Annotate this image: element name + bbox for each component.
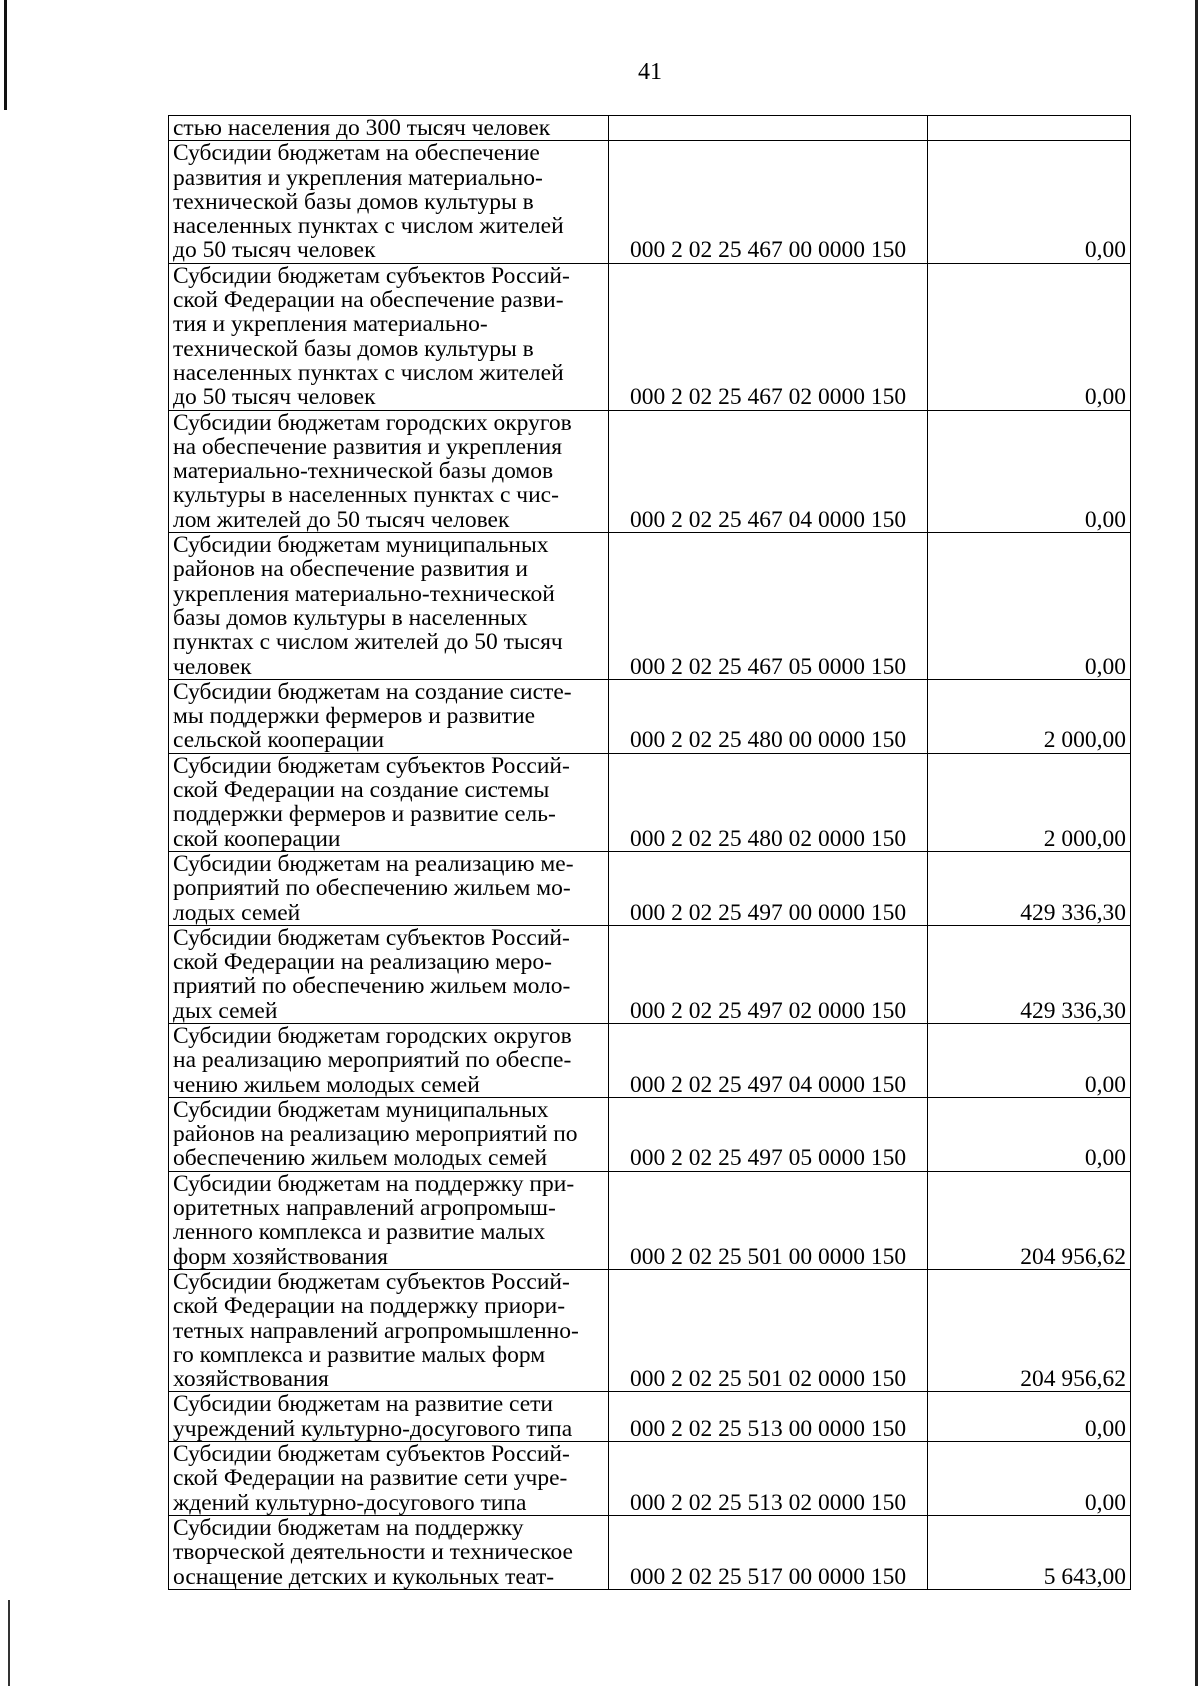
table-row — [169, 753, 1131, 851]
row-code-cell — [609, 141, 928, 263]
row-amount: 429 336,30 — [1020, 997, 1126, 1024]
row-code-cell — [609, 1442, 928, 1516]
budget-table — [168, 115, 1131, 1590]
row-amount-cell — [928, 1442, 1131, 1516]
row-code-cell — [609, 1392, 928, 1442]
row-name-cell — [169, 925, 609, 1023]
row-amount: 0,00 — [1084, 1145, 1126, 1172]
table-row — [169, 1392, 1131, 1442]
row-code: 000 2 02 25 497 02 0000 150 — [629, 997, 907, 1024]
table-row — [169, 1023, 1131, 1097]
row-name: Субсидии бюджетам на поддержку при- оритетных направлений агропромыш- ленного комплекса и развитие малых форм хозяйствования — [173, 1171, 575, 1270]
table-row — [169, 533, 1131, 680]
row-amount-cell — [928, 679, 1131, 753]
row-code-cell — [609, 925, 928, 1023]
row-code-cell — [609, 679, 928, 753]
row-code-cell — [609, 410, 928, 532]
row-amount-cell — [928, 1171, 1131, 1269]
row-code-cell — [609, 753, 928, 851]
row-code: 000 2 02 25 467 04 0000 150 — [629, 506, 907, 533]
row-code: 000 2 02 25 467 00 0000 150 — [629, 237, 907, 264]
row-name: Субсидии бюджетам на поддержку творческой деятельности и техническое оснащение детских и кукольных теат- — [173, 1515, 573, 1590]
row-code: 000 2 02 25 480 00 0000 150 — [629, 727, 907, 754]
row-amount: 204 956,62 — [1020, 1243, 1126, 1270]
row-amount-cell — [928, 410, 1131, 532]
row-amount: 5 643,00 — [1043, 1563, 1126, 1590]
row-code: 000 2 02 25 513 02 0000 150 — [629, 1489, 907, 1516]
table-row — [169, 1097, 1131, 1171]
table-row — [169, 410, 1131, 532]
scan-border-right — [1195, 0, 1198, 1686]
row-amount-cell — [928, 141, 1131, 263]
table-row — [169, 116, 1131, 141]
row-name: Субсидии бюджетам на развитие сети учреждений культурно-досугового типа — [173, 1391, 573, 1442]
row-amount-cell — [928, 533, 1131, 680]
row-amount: 204 956,62 — [1020, 1366, 1126, 1392]
page-number: 41 — [638, 59, 662, 85]
row-amount: 0,00 — [1084, 1415, 1126, 1442]
row-name-cell — [169, 679, 609, 753]
row-name-cell — [169, 1392, 609, 1442]
row-name: Субсидии бюджетам городских округов на реализацию мероприятий по обеспе- чению жильем молодых семей — [173, 1023, 572, 1098]
row-code: 000 2 02 25 501 00 0000 150 — [629, 1243, 907, 1270]
row-code: 000 2 02 25 467 05 0000 150 — [629, 653, 907, 680]
row-code: 000 2 02 25 513 00 0000 150 — [629, 1415, 907, 1442]
scan-border-left-bottom — [8, 1600, 10, 1686]
row-name-cell — [169, 1171, 609, 1269]
row-name-cell — [169, 1269, 609, 1391]
row-name: Субсидии бюджетам на создание систе- мы поддержки фермеров и развитие сельской кооперации — [173, 679, 572, 754]
table-row — [169, 679, 1131, 753]
row-amount-cell — [928, 1269, 1131, 1391]
row-name: Субсидии бюджетам субъектов Россий- ской Федерации на развитие сети учре- ждений культурно-досугового типа — [173, 1441, 570, 1516]
row-name-cell — [169, 141, 609, 263]
row-name: Субсидии бюджетам субъектов Россий- ской Федерации на обеспечение разви- тия и укрепления материально- технической базы домов культуры в населенных пунктах с числом жителей до 50 тысяч человек — [173, 263, 570, 411]
row-name-cell — [169, 1515, 609, 1589]
row-amount: 0,00 — [1084, 506, 1126, 533]
row-code: 000 2 02 25 467 02 0000 150 — [629, 384, 907, 411]
row-code-cell — [609, 263, 928, 410]
row-name-cell — [169, 533, 609, 680]
row-amount: 429 336,30 — [1020, 899, 1126, 926]
table-row — [169, 1269, 1131, 1391]
row-code-cell — [609, 1097, 928, 1171]
row-name: Субсидии бюджетам субъектов Россий- ской Федерации на реализацию меро- приятий по обеспечению жильем моло- дых семей — [173, 925, 571, 1024]
row-code-cell — [609, 116, 928, 141]
row-name: стью населения до 300 тысяч человек — [173, 115, 551, 141]
table-row — [169, 1515, 1131, 1589]
row-amount: 0,00 — [1084, 1071, 1126, 1098]
table-row — [169, 263, 1131, 410]
row-code: 000 2 02 25 497 05 0000 150 — [629, 1145, 907, 1172]
row-amount-cell — [928, 753, 1131, 851]
row-name-cell — [169, 116, 609, 141]
row-name: Субсидии бюджетам городских округов на обеспечение развития и укрепления материально-технической базы домов культуры в населенных пунктах с чис- лом жителей до 50 тысяч человек — [173, 410, 572, 533]
row-name: Субсидии бюджетам на обеспечение развития и укрепления материально- технической базы домов культуры в населенных пунктах с числом жителей до 50 тысяч человек — [173, 140, 564, 264]
row-name: Субсидии бюджетам муниципальных районов на обеспечение развития и укрепления материально-технической базы домов культуры в населенных пунктах с числом жителей до 50 тысяч человек — [173, 532, 563, 680]
table-row — [169, 1442, 1131, 1516]
row-name-cell — [169, 263, 609, 410]
row-amount-cell — [928, 851, 1131, 925]
row-amount: 0,00 — [1084, 1489, 1126, 1516]
row-amount: 2 000,00 — [1043, 825, 1126, 852]
row-amount-cell — [928, 1392, 1131, 1442]
row-name-cell — [169, 1442, 609, 1516]
row-code: 000 2 02 25 480 02 0000 150 — [629, 825, 907, 852]
row-code-cell — [609, 533, 928, 680]
row-name: Субсидии бюджетам субъектов Россий- ской Федерации на поддержку приори- тетных направлений агропромышленно- го комплекса и развитие малых форм хозяйствования — [173, 1269, 579, 1392]
row-name: Субсидии бюджетам субъектов Россий- ской Федерации на создание системы поддержки фермеров и развитие сель- ской кооперации — [173, 753, 570, 852]
row-code-cell — [609, 1023, 928, 1097]
table-row — [169, 925, 1131, 1023]
row-amount-cell — [928, 1515, 1131, 1589]
row-name: Субсидии бюджетам муниципальных районов на реализацию мероприятий по обеспечению жильем молодых семей — [173, 1097, 578, 1172]
row-code: 000 2 02 25 517 00 0000 150 — [629, 1563, 907, 1590]
table-row — [169, 141, 1131, 263]
row-code: 000 2 02 25 497 04 0000 150 — [629, 1071, 907, 1098]
row-amount-cell — [928, 263, 1131, 410]
row-amount-cell — [928, 1097, 1131, 1171]
row-code-cell — [609, 1171, 928, 1269]
row-amount: 2 000,00 — [1043, 727, 1126, 754]
row-code: 000 2 02 25 497 00 0000 150 — [629, 899, 907, 926]
row-name-cell — [169, 1097, 609, 1171]
row-name-cell — [169, 851, 609, 925]
row-amount-cell — [928, 1023, 1131, 1097]
table-row — [169, 851, 1131, 925]
row-name-cell — [169, 410, 609, 532]
row-amount: 0,00 — [1084, 384, 1126, 411]
row-name: Субсидии бюджетам на реализацию ме- роприятий по обеспечению жильем мо- лодых семей — [173, 851, 574, 926]
row-amount-cell — [928, 116, 1131, 141]
row-code-cell — [609, 851, 928, 925]
row-name-cell — [169, 1023, 609, 1097]
scan-border-left — [4, 0, 7, 110]
row-code: 000 2 02 25 501 02 0000 150 — [629, 1366, 907, 1392]
row-code-cell — [609, 1269, 928, 1391]
row-amount: 0,00 — [1084, 237, 1126, 264]
row-code-cell — [609, 1515, 928, 1589]
row-name-cell — [169, 753, 609, 851]
row-amount-cell — [928, 925, 1131, 1023]
table-row — [169, 1171, 1131, 1269]
row-amount: 0,00 — [1084, 653, 1126, 680]
